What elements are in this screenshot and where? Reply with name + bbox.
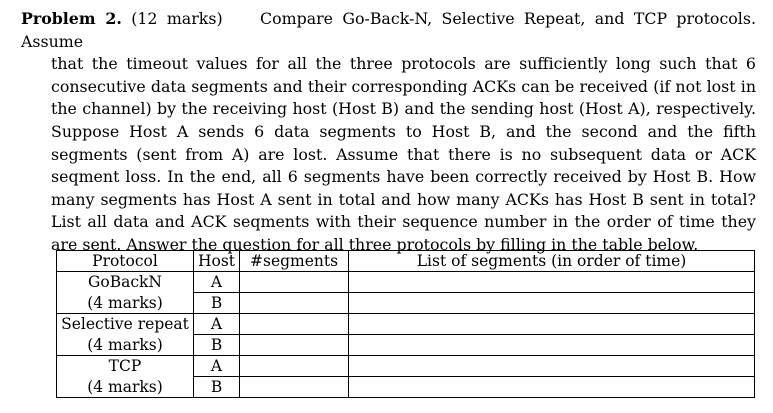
table-row [57,377,755,398]
segments-cell[interactable] [240,356,349,377]
host-cell: A [194,356,240,377]
segments-cell[interactable] [240,314,349,335]
list-cell[interactable] [349,272,755,293]
host-cell: B [194,293,240,314]
protocol-cell: TCP [57,356,194,377]
list-cell[interactable] [349,335,755,356]
header-list: List of segments (in order of time) [349,251,755,272]
segments-cell[interactable] [240,272,349,293]
list-cell[interactable] [349,293,755,314]
segments-cell[interactable] [240,293,349,314]
problem-first-line: Compare Go-Back-N, Selective Repeat, and TCP protocols. Assume [21,9,756,51]
segments-cell[interactable] [240,335,349,356]
problem-heading: Problem 2. [21,9,122,28]
host-cell: B [194,335,240,356]
answer-table [56,250,755,398]
table-row [57,272,755,293]
header-host: Host [194,251,240,272]
problem-statement [21,8,756,257]
list-cell[interactable] [349,377,755,398]
table-row [57,314,755,335]
protocol-marks-cell: (4 marks) [57,335,194,356]
protocol-cell: Selective repeat [57,314,194,335]
list-cell[interactable] [349,314,755,335]
table-row [57,356,755,377]
segments-cell[interactable] [240,377,349,398]
host-cell: B [194,377,240,398]
host-cell: A [194,314,240,335]
protocol-marks-cell: (4 marks) [57,293,194,314]
table-header-row [57,251,755,272]
table-row [57,335,755,356]
protocol-marks-cell: (4 marks) [57,377,194,398]
protocol-cell: GoBackN [57,272,194,293]
list-cell[interactable] [349,356,755,377]
header-protocol: Protocol [57,251,194,272]
header-segments: #segments [240,251,349,272]
host-cell: A [194,272,240,293]
problem-marks: (12 marks) [131,9,223,28]
table-row [57,293,755,314]
problem-body: that the timeout values for all the three protocols are sufficiently long such that 6 consecutive data segments and their corresponding ACKs can be received (if not lost in the channel) by the receiving host (Host B) and the sending host (Host A), respectively. Suppose Host A sends 6 data segments to Host B, and the second and the fifth segments (sent from A) are lost. Assume that there is no subsequent data or ACK seqment loss. In the end, all 6 segments have been correctly received by Host B. How many segments has Host A sent in total and how many ACKs has Host B sent in total? List all data and ACK seqments with their sequence number in the order of time they are sent. Answer the question for all three protocols by filling in the table below. [51,54,756,254]
